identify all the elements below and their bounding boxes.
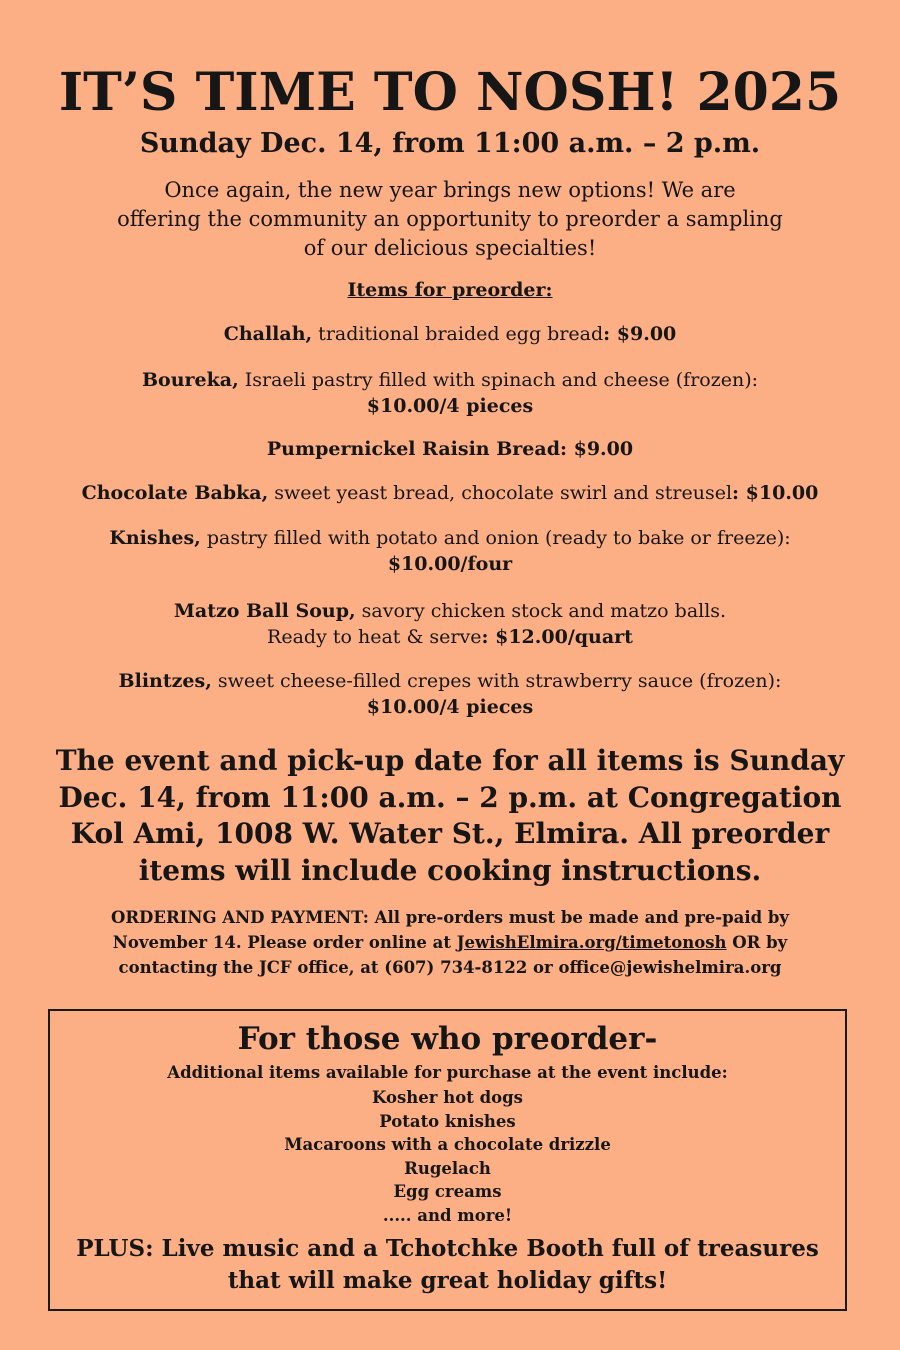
list-item: Rugelach — [404, 1158, 491, 1178]
item-name: Pumpernickel Raisin Bread: — [266, 438, 567, 460]
item-description: Israeli pastry filled with spinach and cheese (frozen): — [238, 369, 759, 391]
item-description: savory chicken stock and matzo balls. — [355, 600, 727, 622]
box-subtitle: Additional items available for purchase at the event include: — [167, 1063, 728, 1082]
preorder-item-challah — [20, 321, 880, 347]
item-price: : $10.00 — [732, 482, 819, 504]
item-name: Chocolate Babka, — [81, 482, 269, 504]
list-item: Egg creams — [393, 1182, 502, 1201]
event-line: Kol Ami, 1008 W. Water St., Elmira. All preorder — [70, 817, 830, 850]
box-title: For those who preorder- — [237, 1021, 658, 1057]
preorder-heading: Items for preorder: — [347, 279, 553, 301]
item-price: $10.00/4 pieces — [366, 696, 534, 718]
item-price: $10.00/4 pieces — [366, 395, 534, 417]
intro-line: of our delicious specialties! — [303, 236, 597, 260]
event-date: Sunday Dec. 14, from 11:00 a.m. – 2 p.m. — [139, 128, 761, 159]
item-name: Blintzes, — [118, 670, 212, 692]
ordering-text: November 14. Please order online at — [112, 933, 457, 952]
intro-line: Once again, the new year brings new options! We are — [164, 178, 736, 202]
preorder-item-pumpernickel — [20, 436, 880, 462]
preorder-item-babka — [20, 480, 880, 506]
preorder-item-boureka — [20, 367, 880, 419]
ordering-line — [20, 930, 880, 955]
event-line: items will include cooking instructions. — [138, 853, 762, 887]
item-name: Challah, — [223, 323, 313, 345]
list-item: ..... and more! — [382, 1205, 513, 1225]
item-description: traditional braided egg bread — [312, 323, 604, 345]
preorder-bonus-box — [48, 1009, 847, 1311]
preorder-item-matzo-ball-soup — [20, 598, 880, 650]
intro-paragraph — [70, 176, 830, 263]
event-line: Dec. 14, from 11:00 a.m. – 2 p.m. at Congregation — [58, 780, 842, 814]
list-item: Kosher hot dogs — [372, 1088, 523, 1107]
item-name: Boureka, — [141, 369, 239, 391]
ordering-line: ORDERING AND PAYMENT: All pre-orders must be made and pre-paid by — [110, 908, 790, 927]
plus-note — [50, 1233, 845, 1297]
item-name: Matzo Ball Soup, — [173, 600, 356, 622]
item-description: Ready to heat & serve — [267, 626, 482, 648]
list-item: Macaroons with a chocolate drizzle — [284, 1135, 611, 1154]
item-price: $10.00/four — [387, 553, 513, 575]
item-price: : $12.00/quart — [481, 626, 633, 648]
item-price: $9.00 — [567, 438, 634, 460]
event-line: The event and pick-up date for all items is Sunday — [55, 744, 845, 777]
item-description: pastry filled with potato and onion (ready to bake or freeze): — [200, 527, 791, 549]
ordering-text: OR by — [726, 933, 788, 952]
event-details — [30, 743, 870, 889]
plus-line: PLUS: Live music and a Tchotchke Booth full of treasures — [76, 1235, 819, 1262]
intro-line: offering the community an opportunity to preorder a sampling — [117, 207, 783, 231]
item-price: : $9.00 — [603, 323, 677, 345]
item-name: Knishes, — [109, 527, 201, 549]
plus-line: that will make great holiday gifts! — [227, 1267, 668, 1294]
ordering-line: contacting the JCF office, at (607) 734-8122 or office@jewishelmira.org — [118, 958, 782, 977]
preorder-item-blintzes — [20, 668, 880, 720]
additional-items-list — [50, 1086, 845, 1227]
ordering-payment — [20, 905, 880, 980]
item-description: sweet cheese-filled crepes with strawberry sauce (frozen): — [211, 670, 782, 692]
preorder-item-knishes — [20, 525, 880, 577]
page-title: IT’S TIME TO NOSH! 2025 — [58, 62, 842, 123]
order-online-link[interactable]: JewishElmira.org/timetonosh — [456, 933, 727, 952]
list-item: Potato knishes — [379, 1111, 516, 1131]
item-description: sweet yeast bread, chocolate swirl and streusel — [268, 482, 733, 504]
